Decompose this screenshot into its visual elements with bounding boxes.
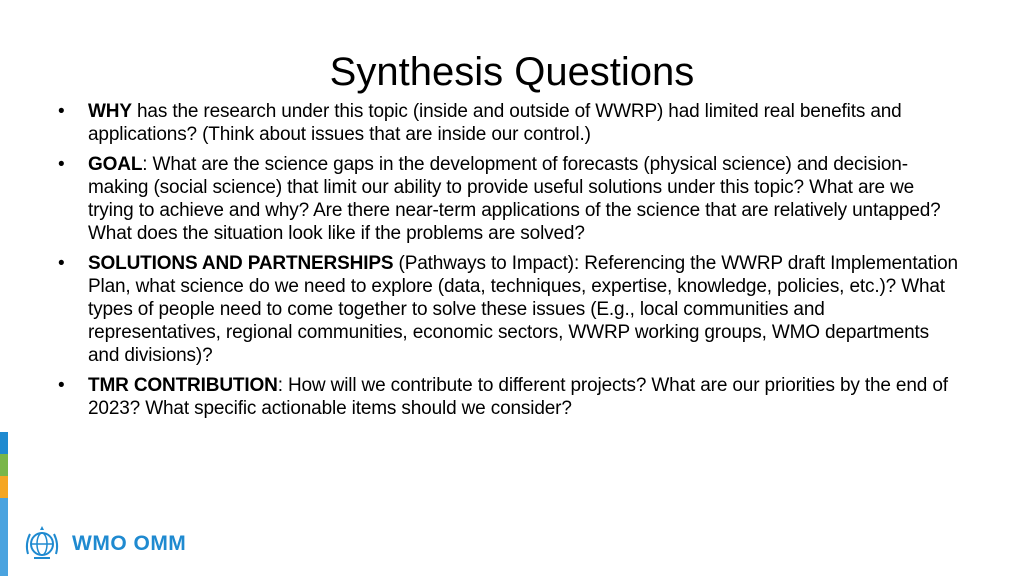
bullet-item [58, 100, 962, 146]
bullet-text: has the research under this topic (inside and outside of WWRP) had limited real benefits and applications? (Think about issues that are inside our control.) [88, 101, 902, 145]
bullet-item [58, 153, 962, 245]
bullet-dot-icon: • [58, 154, 65, 175]
accent-stripe-green [0, 454, 8, 476]
bullet-keyword: TMR CONTRIBUTION [88, 375, 278, 396]
bullet-keyword: GOAL [88, 154, 143, 175]
accent-stripe-blue [0, 432, 8, 454]
wmo-logo [22, 520, 186, 568]
accent-stripe-lightblue [0, 498, 8, 576]
bullet-text: : How will we contribute to different projects? What are our priorities by the end of 2023? What specific actionable items should we consider? [88, 375, 948, 419]
slide-title: Synthesis Questions [329, 50, 695, 94]
bullet-list [58, 100, 962, 427]
bullet-keyword: SOLUTIONS AND PARTNERSHIPS [88, 253, 394, 274]
bullet-dot-icon: • [58, 375, 65, 396]
bullet-dot-icon: • [58, 101, 65, 122]
bullet-dot-icon: • [58, 253, 65, 274]
bullet-item [58, 252, 962, 367]
bullet-text: : What are the science gaps in the development of forecasts (physical science) and decision-making (social science) that limit our ability to provide useful solutions under this topic? What are we trying to achieve and why? Are there near-term applications of the science that are relatively untapped? What does the situation look like if the problems are solved? [88, 154, 941, 244]
bullet-item [58, 374, 962, 420]
accent-stripe-orange [0, 476, 8, 498]
logo-text: WMO OMM [72, 532, 187, 555]
bullet-keyword: WHY [88, 101, 132, 122]
wmo-emblem-icon [22, 524, 62, 564]
bullet-text: (Pathways to Impact): Referencing the WWRP draft Implementation Plan, what science do we need to explore (data, techniques, expertise, knowledge, policies, etc.)? What types of people need to come together to solve these issues (E.g., local communities and representatives, regional communities, economic sectors, WWRP working groups, WMO departments and divisions)? [88, 253, 958, 366]
